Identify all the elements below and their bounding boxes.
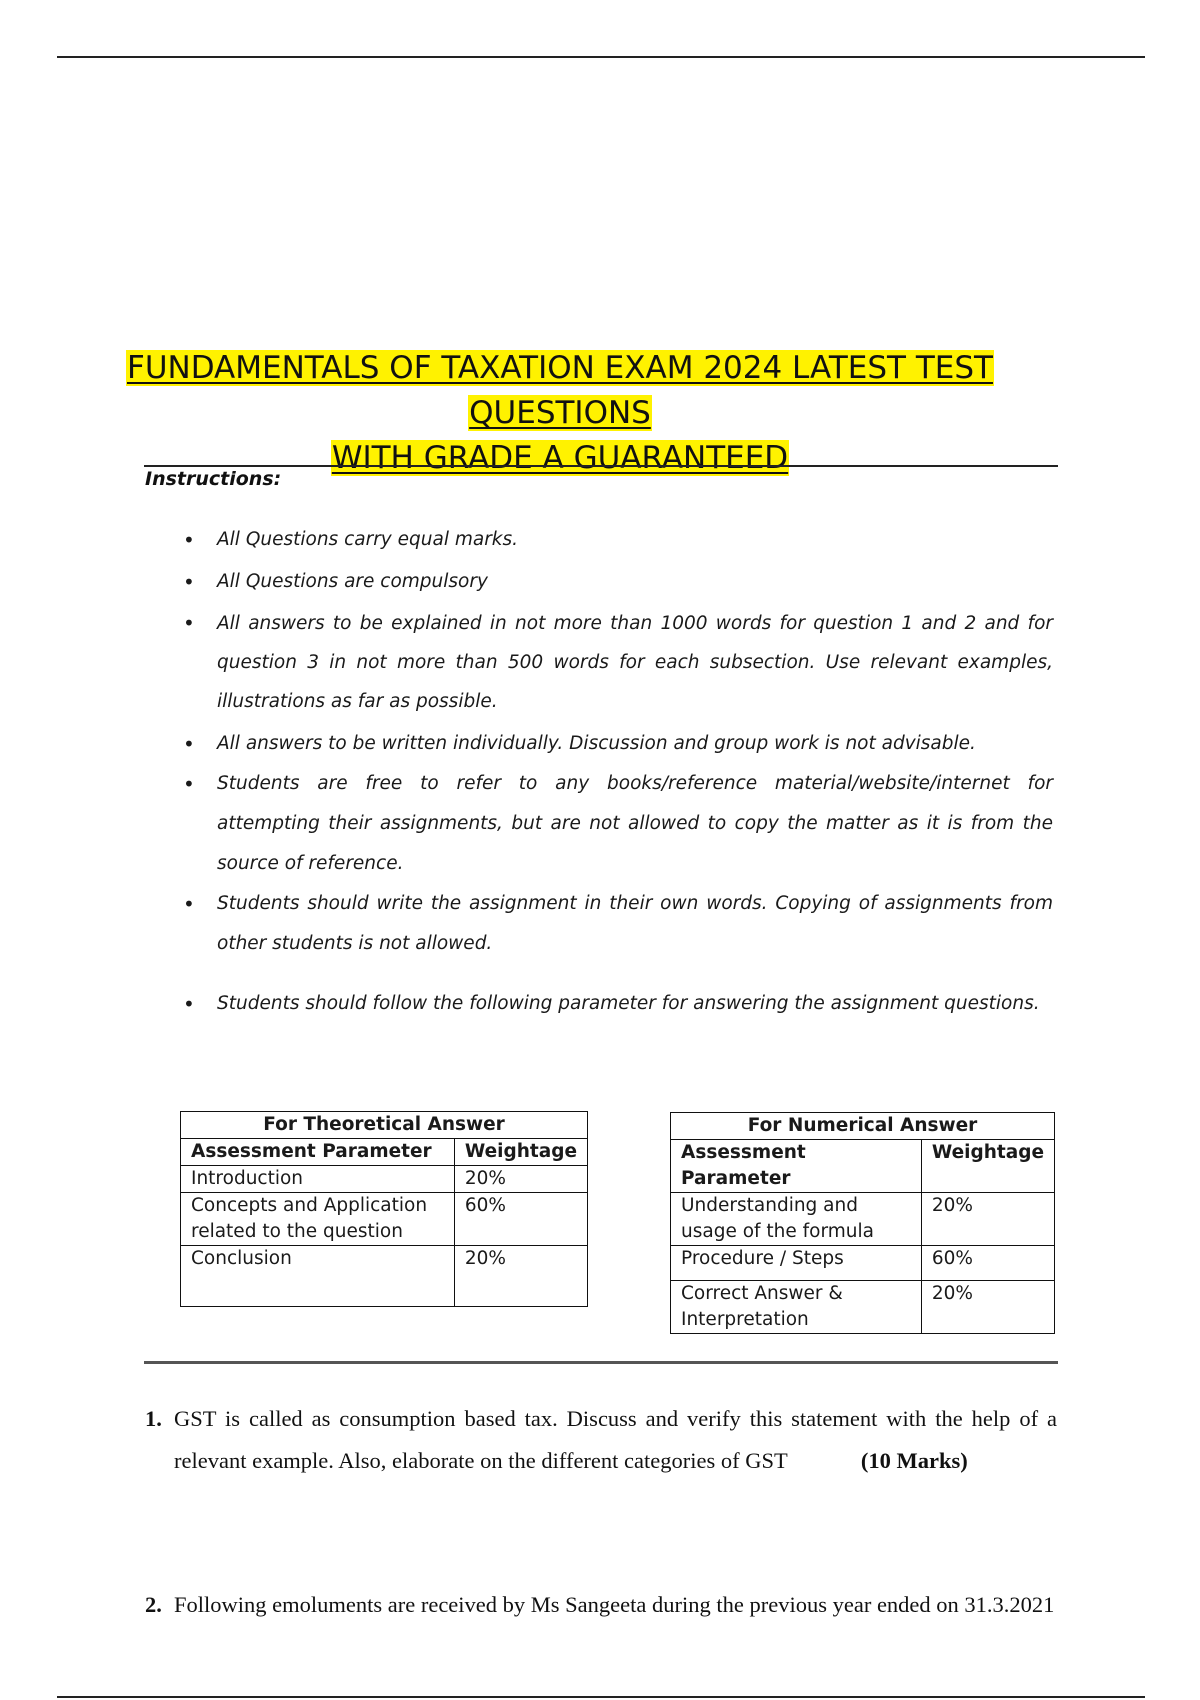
instructions-top-divider [144,465,1058,467]
theoretical-answer-table [180,1111,588,1307]
title-line-1: FUNDAMENTALS OF TAXATION EXAM 2024 LATEST TEST QUESTIONS [127,350,993,431]
table-caption: For Numerical Answer [671,1113,1055,1140]
table-row [181,1246,588,1307]
table-caption: For Theoretical Answer [181,1112,588,1139]
table-cell: 20% [921,1193,1054,1246]
table-cell: Understanding and usage of the formula [671,1193,922,1246]
instruction-item: • All answers to be explained in not more than 1000 words for question 1 and 2 and for question 3 in not more than 500 words for each subsection. Use relevant examples, illustrations as far as possible. [183,604,1053,721]
instruction-item: • Students are free to refer to any books/reference material/website/internet for attempting their assignments, but are not allowed to copy the matter as it is from the source of reference. [183,764,1053,884]
instructions-heading: Instructions: [145,468,282,490]
numerical-answer-table [670,1112,1055,1334]
title-line-2: WITH GRADE A GUARANTEED [331,440,789,476]
column-header: Weightage [454,1139,587,1166]
table-cell: Introduction [181,1166,455,1193]
table-cell: Concepts and Application related to the question [181,1193,455,1246]
column-header: Weightage [921,1140,1054,1193]
table-cell: 20% [454,1246,587,1307]
instruction-item: • All Questions are compulsory [183,562,1053,602]
table-cell: 20% [921,1281,1054,1334]
table-cell: Conclusion [181,1246,455,1307]
instruction-item: • All Questions carry equal marks. [183,520,1053,560]
instruction-item: • Students should write the assignment in their own words. Copying of assignments from other students is not allowed. [183,884,1053,964]
top-page-rule [57,56,1145,58]
question-item [145,1584,1057,1626]
question-number: 2. [145,1592,162,1617]
table-cell: 20% [454,1166,587,1193]
questions-divider [144,1361,1058,1364]
table-row [181,1166,588,1193]
document-title [40,346,1080,481]
question-item [145,1398,1057,1482]
table-row [181,1193,588,1246]
instruction-item: • Students should follow the following parameter for answering the assignment questions. [183,984,1053,1024]
table-cell: 60% [454,1193,587,1246]
table-cell: Procedure / Steps [671,1246,922,1281]
instruction-item: • All answers to be written individually. Discussion and group work is not advisable. [183,724,1053,764]
question-text-block [145,1398,1057,1482]
table-row [671,1246,1055,1281]
question-text: GST is called as consumption based tax. Discuss and verify this statement with the help of a relevant example. Also, elaborate on the different categories of GST [174,1406,1057,1473]
column-header: Assessment Parameter [671,1140,922,1193]
bottom-page-rule [57,1696,1145,1698]
question-number: 1. [145,1406,162,1431]
column-header: Assessment Parameter [181,1139,455,1166]
table-row [671,1281,1055,1334]
table-row [671,1193,1055,1246]
table-cell: 60% [921,1246,1054,1281]
question-text: Following emoluments are received by Ms Sangeeta during the previous year ended on 31.3.2021 [174,1592,1055,1617]
table-cell: Correct Answer & Interpretation [671,1281,922,1334]
question-marks: (10 Marks) [860,1448,968,1473]
